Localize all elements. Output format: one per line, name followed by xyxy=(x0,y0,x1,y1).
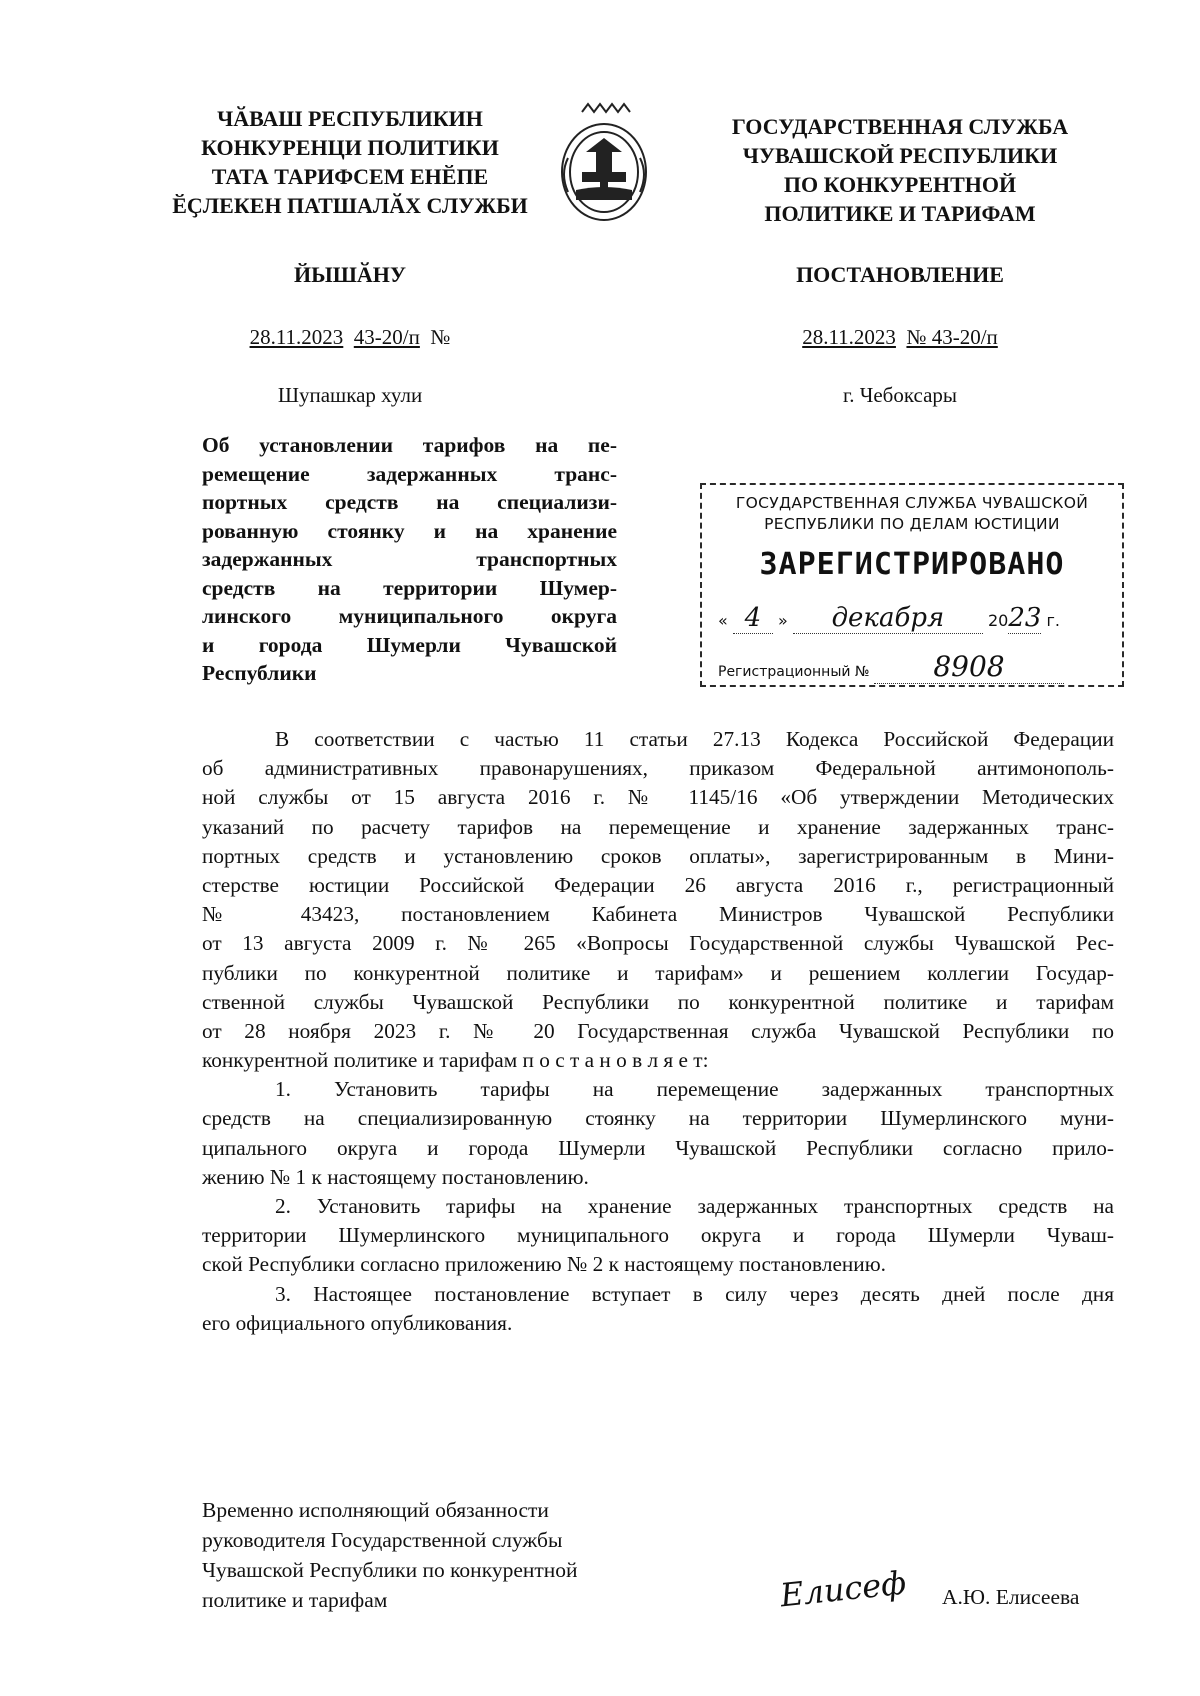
body-line: территории Шумерлинского муниципального округа и города Шумерли Чуваш- xyxy=(202,1223,1114,1248)
doc-number-value-right: № 43-20/п xyxy=(906,325,998,349)
body-line: стерстве юстиции Российской Федерации 26 августа 2016 г., регистрационный xyxy=(202,872,1114,897)
body-line: его официального опубликования. xyxy=(202,1310,513,1335)
body-line: об административных правонарушениях, приказом Федеральной антимонополь- xyxy=(202,756,1114,781)
header-right-line: ПОЛИТИКЕ И ТАРИФАМ xyxy=(764,201,1036,226)
subject-line: линского муниципального округа xyxy=(202,604,617,628)
stamp-org-line: ГОСУДАРСТВЕННАЯ СЛУЖБА ЧУВАШСКОЙ xyxy=(735,494,1089,512)
doc-number-value-left: 43-20/п xyxy=(353,325,420,349)
header-right-line: ЧУВАШСКОЙ РЕСПУБЛИКИ xyxy=(742,143,1058,168)
header-right-line: ГОСУДАРСТВЕННАЯ СЛУЖБА xyxy=(731,114,1069,139)
header-left-line: ЧӐВАШ РЕСПУБЛИКИН xyxy=(217,106,483,131)
signatory-name: А.Ю. Елисеева xyxy=(942,1585,1080,1609)
header-left-org xyxy=(160,104,540,220)
header-left-line: ТАТА ТАРИФСЕМ ЕНӖПЕ xyxy=(211,164,489,189)
doc-number-left xyxy=(160,325,540,350)
signatory-position-line: политике и тарифам xyxy=(202,1588,388,1612)
header-left-line: КОНКУРЕНЦИ ПОЛИТИКИ xyxy=(201,135,499,160)
handwritten-signature: Елисеф xyxy=(778,1563,908,1615)
signatory-position-line: Временно исполняющий обязанности xyxy=(202,1498,549,1522)
doc-number-right xyxy=(690,325,1110,350)
body-line: ственной службы Чувашской Республики по конкурентной политике и тарифам xyxy=(202,989,1114,1014)
stamp-year-suffix: 23 xyxy=(1008,603,1042,633)
body-line: 2. Установить тарифы на хранение задержанных транспортных средств на xyxy=(275,1194,1114,1218)
stamp-org-line: РЕСПУБЛИКИ ПО ДЕЛАМ ЮСТИЦИИ xyxy=(764,515,1060,533)
subject-line: и города Шумерли Чувашской xyxy=(202,632,617,657)
document-subject xyxy=(202,431,617,688)
subject-line: ремещение задержанных транс- xyxy=(202,461,617,486)
body-line: указаний по расчету тарифов на перемещение и хранение задержанных транс- xyxy=(202,814,1114,839)
body-line: ципального округа и города Шумерли Чувашской Республики согласно прило- xyxy=(202,1135,1114,1160)
doc-date-left: 28.11.2023 xyxy=(249,325,344,349)
signatory-position xyxy=(202,1495,578,1615)
stamp-month: декабря xyxy=(793,603,983,634)
stamp-status: ЗАРЕГИСТРИРОВАНО xyxy=(759,547,1065,582)
stamp-org xyxy=(702,493,1122,535)
chuvash-coat-of-arms-icon xyxy=(548,98,660,230)
stamp-reg-number: 8908 xyxy=(874,650,1064,684)
body-line: конкурентной политике и тарифам п о с т а н о в л я е т: xyxy=(202,1048,709,1073)
signatory-position-line: Чувашской Республики по конкурентной xyxy=(202,1558,578,1582)
doc-type-chuvash: ЙЫШӐНУ xyxy=(293,262,407,287)
stamp-reg-label: Регистрационный № xyxy=(718,664,870,680)
subject-line: Об установлении тарифов на пе- xyxy=(202,433,617,457)
header-left-line: ӖҪЛЕКЕН ПАТШАЛӐХ СЛУЖБИ xyxy=(172,193,528,218)
body-line: В соответствии с частью 11 статьи 27.13 Кодекса Российской Федерации xyxy=(275,727,1114,751)
subject-line: рованную стоянку и на хранение xyxy=(202,518,617,543)
body-line: средств на специализированную стоянку на территории Шумерлинского муни- xyxy=(202,1106,1114,1131)
body-line: ской Республики согласно приложению № 2 к настоящему постановлению. xyxy=(202,1252,886,1277)
subject-line: портных средств на специализи- xyxy=(202,490,617,514)
registration-stamp xyxy=(700,483,1124,687)
stamp-quote-open: « xyxy=(718,611,728,630)
city-chuvash: Шупашкар хули xyxy=(277,383,423,407)
number-sign-left: № xyxy=(430,325,451,349)
body-line: № 43423, постановлением Кабинета Министров Чувашской Республики xyxy=(202,902,1114,927)
subject-line: задержанных транспортных xyxy=(202,547,617,571)
stamp-reg xyxy=(718,650,1064,684)
header-right-org xyxy=(690,112,1110,228)
header-right-line: ПО КОНКУРЕНТНОЙ xyxy=(783,172,1017,197)
body-line: от 13 августа 2009 г. № 265 «Вопросы Государственной службы Чувашской Рес- xyxy=(202,931,1114,956)
body-line: 3. Настоящее постановление вступает в силу через десять дней после дня xyxy=(275,1281,1114,1306)
city-russian: г. Чебоксары xyxy=(842,383,958,407)
signatory-position-line: руководителя Государственной службы xyxy=(202,1528,563,1552)
body-line: ной службы от 15 августа 2016 г. № 1145/16 «Об утверждении Методических xyxy=(202,785,1114,810)
stamp-day: 4 xyxy=(733,603,773,634)
stamp-date xyxy=(718,603,1110,634)
body-line: 1. Установить тарифы на перемещение задержанных транспортных xyxy=(275,1077,1114,1102)
body-line: публики по конкурентной политике и тарифам» и решением коллегии Государ- xyxy=(202,960,1114,985)
body-line: жению № 1 к настоящему постановлению. xyxy=(202,1164,589,1189)
stamp-year-unit: г. xyxy=(1046,611,1061,630)
subject-line: Республики xyxy=(202,661,317,685)
document-body xyxy=(202,725,1114,1338)
body-line: портных средств и установлению сроков оплаты», зарегистрированным в Мини- xyxy=(202,843,1114,868)
subject-line: средств на территории Шумер- xyxy=(202,575,617,600)
doc-date-right: 28.11.2023 xyxy=(802,325,896,349)
stamp-year-prefix: 20 xyxy=(987,611,1009,630)
body-line: от 28 ноября 2023 г. № 20 Государственная служба Чувашской Республики по xyxy=(202,1018,1114,1043)
stamp-quote-close: » xyxy=(777,611,788,630)
doc-type-russian: ПОСТАНОВЛЕНИЕ xyxy=(796,262,1004,287)
